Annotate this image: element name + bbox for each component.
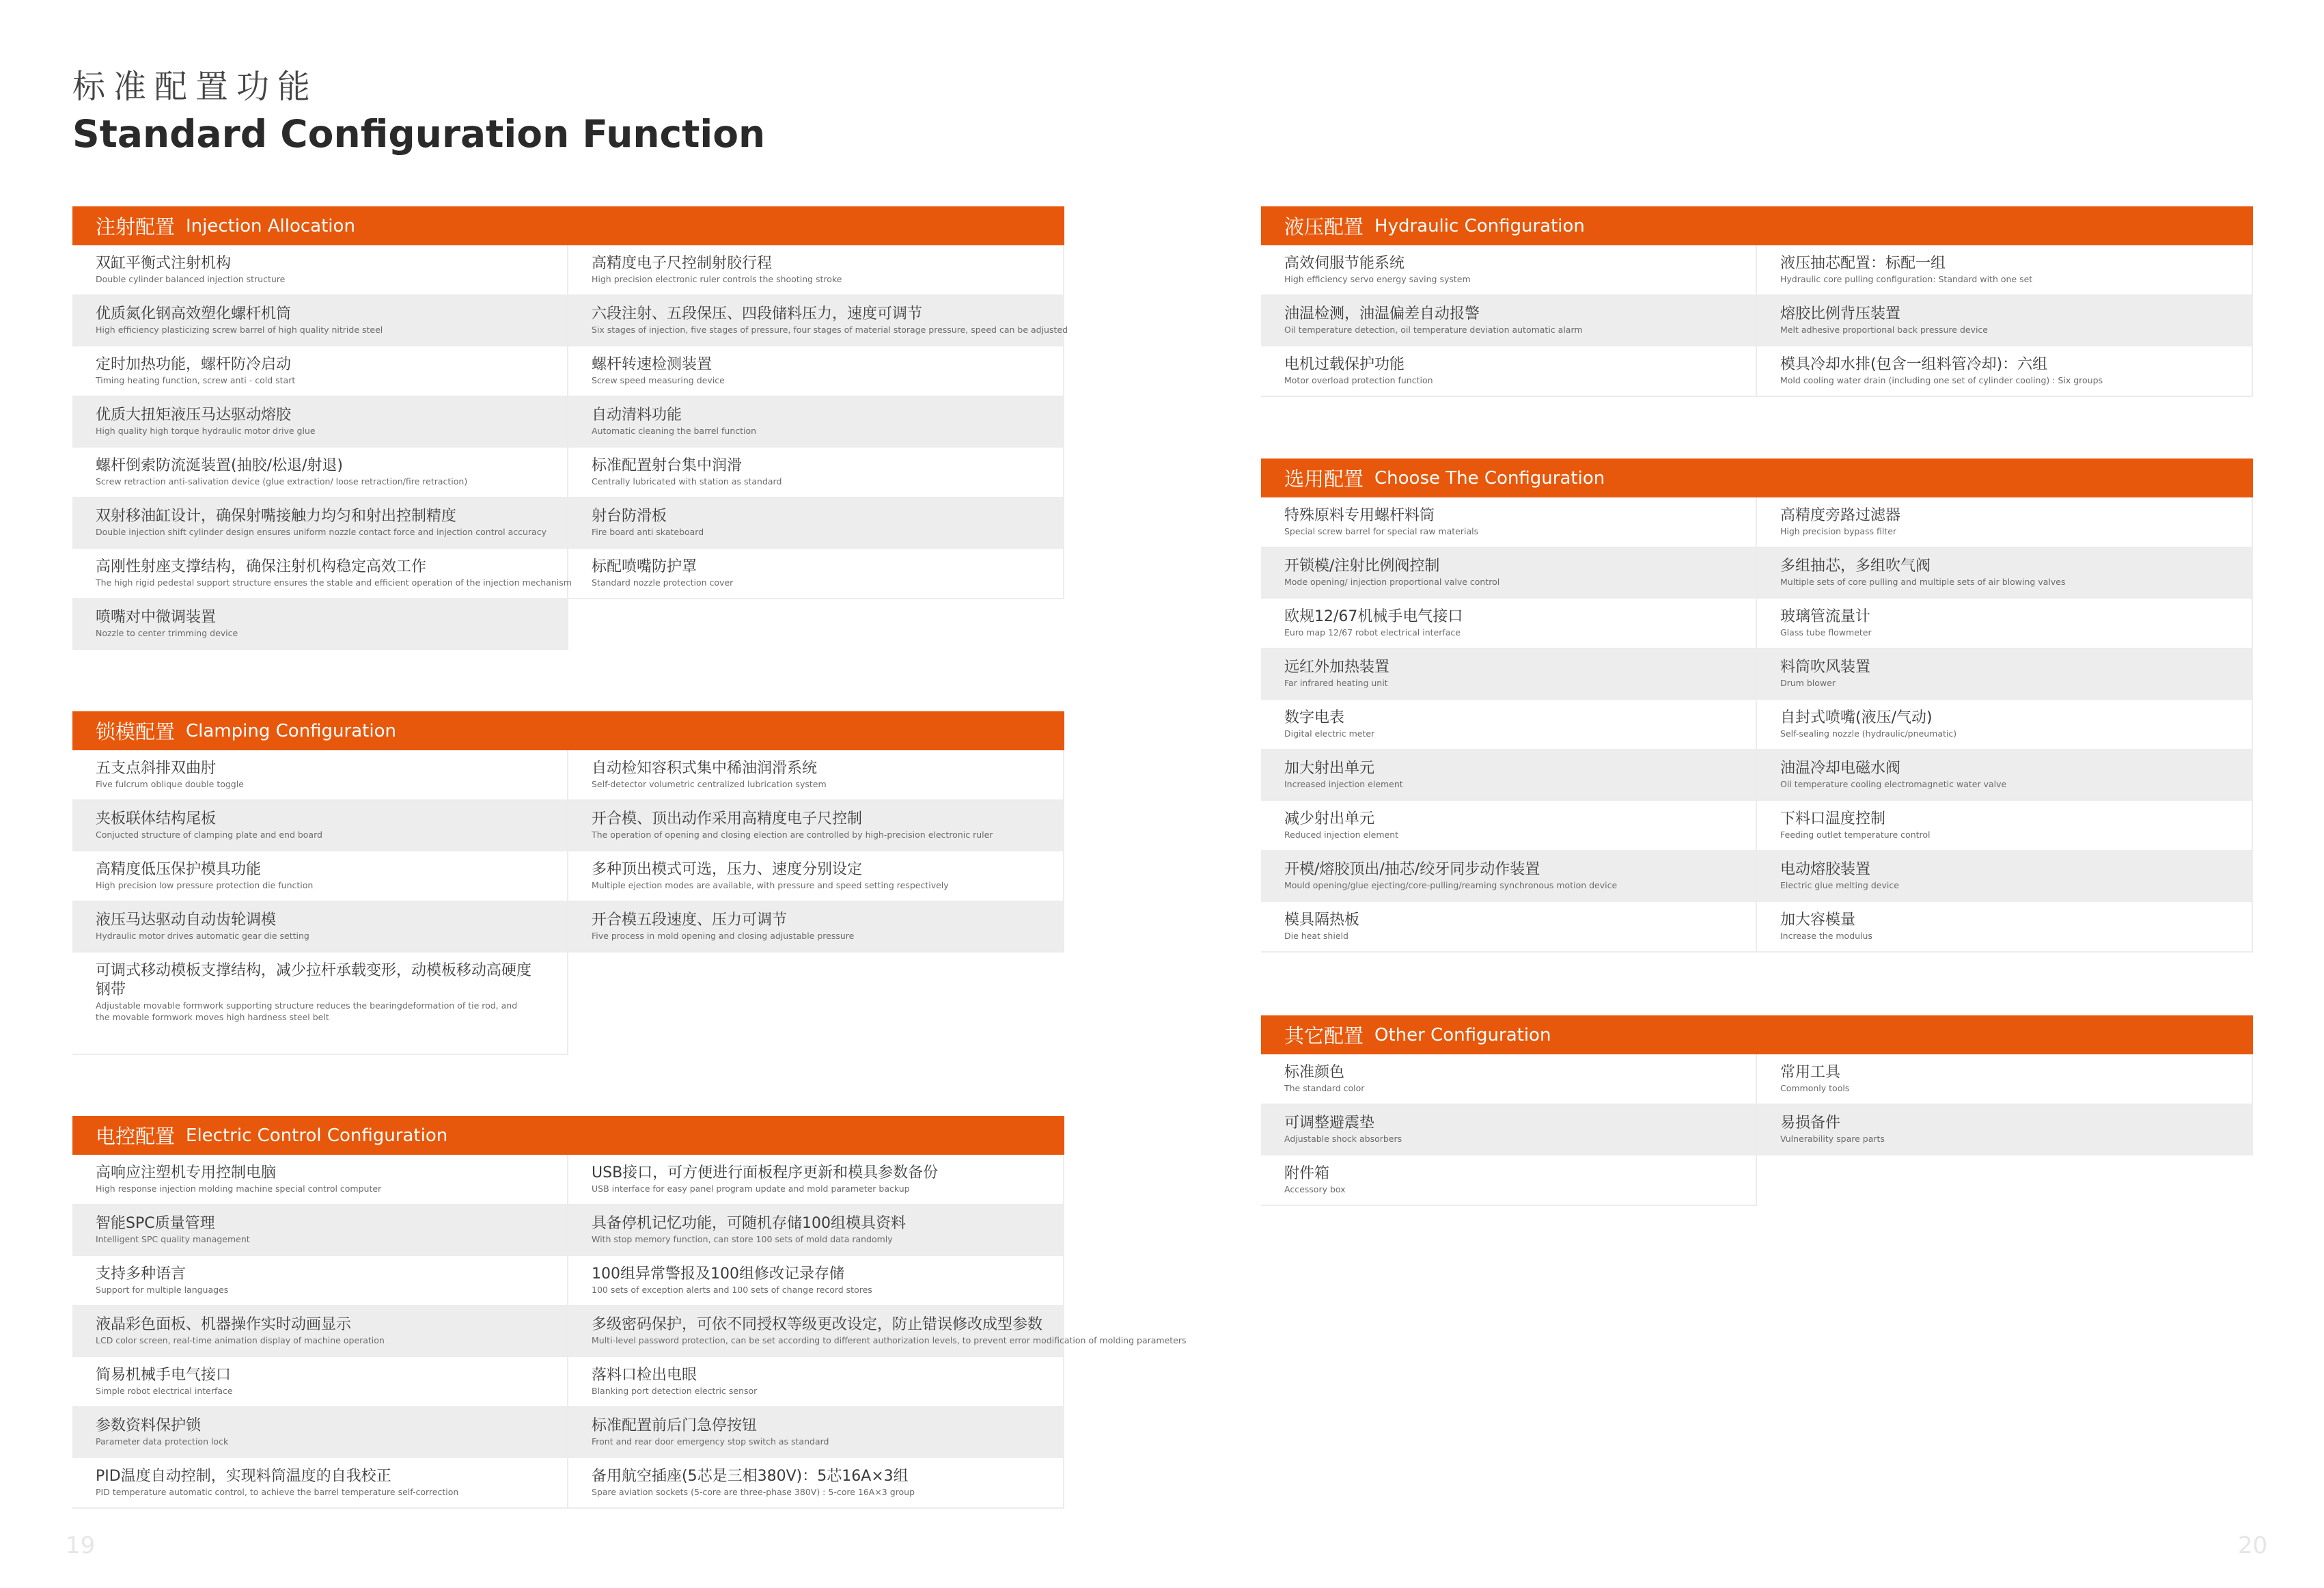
optional-section (1261, 458, 2253, 953)
config-item (568, 397, 1064, 448)
config-item-en: Melt adhesive proportional back pressure device (1780, 325, 1988, 335)
config-item-en: Spare aviation sockets (5-core are three-phase 380V) : 5-core 16A×3 group (592, 1487, 915, 1497)
config-item-en: Hydraulic core pulling configuration: Standard with one set (1780, 274, 2033, 284)
config-item-en: Self-sealing nozzle (hydraulic/pneumatic) (1780, 728, 1957, 739)
config-item (72, 397, 568, 448)
config-item-en: Conjucted structure of clamping plate and end board (96, 830, 322, 840)
config-item-cn: 易损备件 (1780, 1114, 1841, 1132)
config-item (1757, 548, 2253, 599)
config-item-en: Nozzle to center trimming device (96, 628, 238, 638)
config-item (1757, 296, 2253, 346)
config-item-cn: 下料口温度控制 (1780, 810, 1886, 827)
section-header (1261, 206, 2253, 245)
config-item-cn: 高精度电子尺控制射胶行程 (592, 255, 773, 272)
config-item (72, 851, 568, 902)
config-item (568, 1205, 1064, 1256)
config-item-en: Die heat shield (1284, 931, 1348, 941)
config-item-cn: 欧规12/67机械手电气接口 (1284, 608, 1463, 625)
config-item-cn: 加大射出单元 (1284, 760, 1375, 777)
config-item (1261, 346, 1757, 397)
config-item-en: Automatic cleaning the barrel function (592, 426, 757, 436)
section-title-cn: 其它配置 (1284, 1024, 1364, 1048)
config-item-cn: 多组抽芯，多组吹气阀 (1780, 558, 1931, 575)
section-header (1261, 458, 2253, 497)
section-title-en: Other Configuration (1374, 1024, 1551, 1045)
section-title-cn: 电控配置 (96, 1125, 176, 1148)
config-item (568, 902, 1064, 953)
config-item-cn: 螺杆转速检测装置 (592, 356, 713, 373)
config-item (568, 1256, 1064, 1306)
config-item (568, 801, 1064, 851)
config-item-cn: 简易机械手电气接口 (96, 1367, 232, 1384)
config-item-en: Oil temperature cooling electromagnetic water valve (1780, 779, 2007, 789)
config-item (72, 296, 568, 346)
config-item-en: The operation of opening and closing election are controlled by high-precision electronic ruler (592, 830, 993, 840)
config-item (1261, 296, 1757, 346)
config-item-cn: 常用工具 (1780, 1064, 1841, 1081)
config-item (72, 1458, 568, 1509)
config-item-cn: 高精度旁路过滤器 (1780, 507, 1901, 524)
config-item-en: Euro map 12/67 robot electrical interface (1284, 627, 1461, 638)
config-item-en: Intelligent SPC quality management (96, 1234, 250, 1244)
config-item-en: Double injection shift cylinder design ensures uniform nozzle contact force and injection control accuracy (96, 527, 547, 537)
config-item-cn: USB接口，可方便进行面板程序更新和模具参数备份 (592, 1164, 939, 1181)
config-item-cn: 具备停机记忆功能，可随机存储100组模具资料 (592, 1215, 906, 1232)
section-header (1261, 1015, 2253, 1054)
config-item-cn: 定时加热功能，螺杆防冷启动 (96, 356, 292, 373)
config-item-cn: 模具隔热板 (1284, 912, 1360, 929)
config-item-en: Screw speed measuring device (592, 375, 725, 385)
config-item (1757, 649, 2253, 700)
config-item-cn: 多种顶出模式可选，压力、速度分别设定 (592, 861, 863, 878)
config-item-en: Vulnerability spare parts (1780, 1134, 1885, 1144)
config-item-en: 100 sets of exception alerts and 100 sets of change record stores (592, 1285, 872, 1295)
config-item-en: Simple robot electrical interface (96, 1386, 233, 1396)
config-item-en: Drum blower (1780, 678, 1836, 688)
config-item-en: Front and rear door emergency stop switch as standard (592, 1436, 829, 1447)
config-item-cn: 模具冷却水排(包含一组料管冷却)：六组 (1780, 356, 2048, 373)
config-item (72, 1306, 568, 1357)
config-item-en: Electric glue melting device (1780, 880, 1899, 890)
config-item-cn: 优质氮化钢高效塑化螺杆机筒 (96, 305, 292, 323)
section-title-en: Electric Control Configuration (186, 1125, 448, 1146)
section-title-cn: 液压配置 (1284, 215, 1364, 238)
electric-section (72, 1116, 1187, 1509)
config-item (72, 1256, 568, 1306)
config-item-cn: 玻璃管流量计 (1780, 608, 1871, 625)
config-item (568, 346, 1064, 397)
config-item-en: Mould opening/glue ejecting/core-pulling/reaming synchronous motion device (1284, 880, 1618, 890)
config-item-en: Standard nozzle protection cover (592, 577, 734, 588)
config-item-en: Six stages of injection, five stages of pressure, four stages of material storage pressure, speed can be adjusted (592, 325, 1068, 335)
config-item-en: Multiple ejection modes are available, with pressure and speed setting respectively (592, 880, 949, 890)
config-item (72, 750, 568, 801)
config-item-en: Mold cooling water drain (including one set of cylinder cooling) : Six groups (1780, 375, 2103, 385)
config-item-cn: 减少射出单元 (1284, 810, 1375, 827)
config-item (568, 1458, 1064, 1509)
section-title-cn: 选用配置 (1284, 467, 1364, 491)
config-item-cn: 高刚性射座支撑结构，确保注射机构稳定高效工作 (96, 558, 427, 575)
config-item-en: High precision low pressure protection die function (96, 880, 314, 890)
config-item-en: High precision electronic ruler controls the shooting stroke (592, 274, 842, 284)
config-item (1757, 750, 2253, 801)
config-item-cn: 喷嘴对中微调装置 (96, 609, 217, 626)
config-item-cn: 100组异常警报及100组修改记录存储 (592, 1265, 844, 1283)
config-item-cn: 自动清料功能 (592, 407, 682, 424)
config-item (568, 1155, 1064, 1205)
config-item-cn: 备用航空插座(5芯是三相380V)：5芯16A×3组 (592, 1468, 909, 1485)
other-section (1261, 1015, 2253, 1206)
config-item-en: High efficiency servo energy saving system (1284, 274, 1471, 284)
config-item-en: Support for multiple languages (96, 1285, 229, 1295)
config-item-cn: 开模/熔胶顶出/抽芯/绞牙同步动作装置 (1284, 861, 1540, 878)
config-item (568, 1357, 1064, 1408)
config-item-en: Timing heating function, screw anti - cold start (96, 375, 296, 385)
config-item-cn: 高精度低压保护模具功能 (96, 861, 262, 878)
config-item-en: Reduced injection element (1284, 830, 1399, 840)
config-item-en: The standard color (1284, 1083, 1365, 1093)
config-item (1757, 346, 2253, 397)
config-item (568, 851, 1064, 902)
config-item-cn: 夹板联体结构尾板 (96, 810, 217, 827)
config-item-en: Adjustable movable formwork supporting structure reduces the bearingdeformation of tie rod, and the movable formwork moves high hardness steel belt (96, 1000, 518, 1022)
config-item (1757, 700, 2253, 750)
config-item-cn: 液压抽芯配置：标配一组 (1780, 255, 1946, 272)
config-item-cn: 标准配置射台集中润滑 (592, 457, 743, 474)
config-item-cn: 六段注射、五段保压、四段储料压力，速度可调节 (592, 305, 923, 323)
config-list (72, 245, 1068, 650)
section-title-cn: 注射配置 (96, 215, 176, 238)
config-item (72, 1357, 568, 1408)
config-item (568, 296, 1068, 346)
config-item (1757, 902, 2253, 953)
config-item-en: Increase the modulus (1780, 931, 1872, 941)
config-list (1261, 1054, 2253, 1206)
config-item (568, 750, 1064, 801)
config-item-en: Accessory box (1284, 1184, 1346, 1194)
config-item-cn: 熔胶比例背压装置 (1780, 305, 1901, 323)
page-title-en: Standard Configuration Function (72, 112, 766, 156)
config-item (1757, 599, 2253, 649)
page-number-left: 19 (66, 1532, 96, 1559)
config-item-en: High efficiency plasticizing screw barrel of high quality nitride steel (96, 325, 383, 335)
config-item-cn: 参数资料保护锁 (96, 1417, 202, 1434)
config-item-en: The high rigid pedestal support structure ensures the stable and efficient operation of the injection mechanism (96, 577, 572, 588)
config-item-en: With stop memory function, can store 100 sets of mold data randomly (592, 1234, 893, 1244)
config-item-en: Commonly tools (1780, 1083, 1850, 1093)
config-item-en: Parameter data protection lock (96, 1436, 229, 1447)
config-item (1261, 1105, 1757, 1155)
config-item-cn: 智能SPC质量管理 (96, 1215, 215, 1232)
config-item (1261, 902, 1757, 953)
config-item-en: Hydraulic motor drives automatic gear die setting (96, 931, 309, 941)
config-item-en: Five process in mold opening and closing adjustable pressure (592, 931, 855, 941)
config-item-en: Self-detector volumetric centralized lubrication system (592, 779, 827, 789)
config-item-en: Centrally lubricated with station as standard (592, 476, 782, 487)
config-item-cn: 开合模五段速度、压力可调节 (592, 912, 788, 929)
config-item-cn: 优质大扭矩液压马达驱动熔胶 (96, 407, 292, 424)
config-item (1261, 1054, 1757, 1105)
section-title-en: Injection Allocation (186, 215, 355, 236)
config-item-cn: 自动检知容积式集中稀油润滑系统 (592, 760, 818, 777)
config-item-cn: 数字电表 (1284, 709, 1345, 726)
config-item-cn: PID温度自动控制，实现料筒温度的自我校正 (96, 1468, 391, 1485)
config-item (72, 549, 572, 599)
config-item (1757, 1054, 2253, 1105)
hydraulic-section (1261, 206, 2253, 397)
config-item-en: Feeding outlet temperature control (1780, 830, 1931, 840)
config-item (568, 1306, 1187, 1357)
config-item (1757, 801, 2253, 851)
section-title-en: Clamping Configuration (186, 720, 396, 741)
config-item (568, 1408, 1064, 1458)
config-item (1261, 649, 1757, 700)
config-item-en: PID temperature automatic control, to achieve the barrel temperature self-correction (96, 1487, 459, 1497)
config-item-cn: 远红外加热装置 (1284, 659, 1390, 676)
config-item (568, 498, 1064, 549)
config-item-cn: 标准颜色 (1284, 1064, 1345, 1081)
config-item-cn: 可调式移动模板支撑结构，减少拉杆承载变形，动模板移动高硬度钢带 (96, 962, 532, 998)
config-item-en: Blanking port detection electric sensor (592, 1386, 758, 1396)
config-list (72, 1155, 1187, 1509)
config-item (72, 599, 568, 650)
config-item (1261, 1155, 1757, 1206)
injection-section (72, 206, 1068, 650)
config-item-cn: 支持多种语言 (96, 1265, 186, 1283)
config-item (1757, 1105, 2253, 1155)
config-item-cn: 自封式喷嘴(液压/气动) (1780, 709, 1933, 726)
section-header (72, 711, 1064, 750)
config-item (72, 1205, 568, 1256)
config-item (1261, 245, 1757, 296)
config-item-cn: 标准配置前后门急停按钮 (592, 1417, 758, 1434)
config-item-en: USB interface for easy panel program update and mold parameter backup (592, 1183, 910, 1194)
config-item-en: Fire board anti skateboard (592, 527, 704, 537)
config-item-cn: 液压马达驱动自动齿轮调模 (96, 912, 277, 929)
config-item-en: Oil temperature detection, oil temperature deviation automatic alarm (1284, 325, 1583, 335)
config-item-cn: 螺杆倒索防流涎装置(抽胶/松退/射退) (96, 457, 343, 474)
config-item-cn: 电动熔胶装置 (1780, 861, 1871, 878)
config-item-en: Screw retraction anti-salivation device (glue extraction/ loose retraction/fire retraction) (96, 476, 468, 487)
config-item-en: LCD color screen, real-time animation display of machine operation (96, 1335, 385, 1345)
config-item-en: Far infrared heating unit (1284, 678, 1388, 688)
config-item-cn: 特殊原料专用螺杆料筒 (1284, 507, 1435, 524)
config-item (1757, 497, 2253, 548)
config-item-en: Glass tube flowmeter (1780, 627, 1872, 638)
config-list (1261, 497, 2253, 953)
page-title-cn: 标准配置功能 (72, 68, 319, 106)
config-item (568, 245, 1064, 296)
config-item-cn: 落料口检出电眼 (592, 1367, 697, 1384)
config-item-en: Double cylinder balanced injection structure (96, 274, 286, 284)
config-item (72, 902, 568, 953)
config-item-cn: 射台防滑板 (592, 508, 667, 525)
config-list (72, 750, 1064, 1055)
config-item-cn: 多级密码保护，可依不同授权等级更改设定，防止错误修改成型参数 (592, 1316, 1043, 1333)
config-item-cn: 高响应注塑机专用控制电脑 (96, 1164, 277, 1181)
clamping-section (72, 711, 1064, 1055)
section-header (72, 1116, 1064, 1155)
config-list (1261, 245, 2253, 397)
config-item-cn: 附件箱 (1284, 1165, 1330, 1182)
config-item-cn: 液晶彩色面板、机器操作实时动画显示 (96, 1316, 352, 1333)
config-item (1261, 750, 1757, 801)
config-item (1757, 851, 2253, 902)
page-number-right: 20 (2238, 1532, 2268, 1559)
section-title-en: Choose The Configuration (1374, 467, 1605, 489)
config-item (568, 549, 1064, 599)
config-item (1757, 245, 2253, 296)
config-item (1261, 700, 1757, 750)
section-title-cn: 锁模配置 (96, 720, 176, 743)
config-item-en: High quality high torque hydraulic motor drive glue (96, 426, 316, 436)
section-header (72, 206, 1064, 245)
config-item-cn: 加大容模量 (1780, 912, 1856, 929)
config-item (1261, 851, 1757, 902)
config-item (72, 448, 568, 498)
config-item (72, 801, 568, 851)
config-item-en: High response injection molding machine special control computer (96, 1183, 382, 1194)
config-item-cn: 油温冷却电磁水阀 (1780, 760, 1901, 777)
config-item (72, 346, 568, 397)
config-item (72, 245, 568, 296)
config-item-en: Multi-level password protection, can be set according to different authorization levels, to prevent error modification of molding parameters (592, 1335, 1187, 1345)
config-item (568, 448, 1064, 498)
config-item-cn: 可调整避震垫 (1284, 1114, 1375, 1132)
config-item-cn: 双射移油缸设计，确保射嘴接触力均匀和射出控制精度 (96, 508, 457, 525)
config-item-cn: 电机过载保护功能 (1284, 356, 1405, 373)
config-item-cn: 开锁模/注射比例阀控制 (1284, 558, 1440, 575)
config-item-en: Adjustable shock absorbers (1284, 1134, 1402, 1144)
config-item-en: Special screw barrel for special raw materials (1284, 526, 1479, 536)
config-item (1261, 801, 1757, 851)
config-item (72, 1155, 568, 1205)
config-item (1261, 548, 1757, 599)
config-item-cn: 油温检测，油温偏差自动报警 (1284, 305, 1480, 323)
config-item-en: Motor overload protection function (1284, 375, 1433, 385)
config-item-en: Multiple sets of core pulling and multiple sets of air blowing valves (1780, 577, 2066, 587)
config-item-en: Mode opening/ injection proportional valve control (1284, 577, 1500, 587)
config-item-cn: 开合模、顶出动作采用高精度电子尺控制 (592, 810, 863, 827)
config-item (72, 498, 568, 549)
config-item (72, 1408, 568, 1458)
config-item-cn: 标配喷嘴防护罩 (592, 558, 697, 575)
config-item-cn: 双缸平衡式注射机构 (96, 255, 232, 272)
config-item (72, 953, 568, 1055)
section-title-en: Hydraulic Configuration (1374, 215, 1585, 236)
config-item-en: High precision bypass filter (1780, 526, 1897, 536)
config-item (1261, 497, 1757, 548)
config-item-en: Five fulcrum oblique double toggle (96, 779, 244, 789)
config-item (1261, 599, 1757, 649)
config-item-cn: 五支点斜排双曲肘 (96, 760, 217, 777)
config-item-en: Increased injection element (1284, 779, 1403, 789)
config-item-en: Digital electric meter (1284, 728, 1375, 739)
config-item-cn: 料筒吹风装置 (1780, 659, 1871, 676)
config-item-cn: 高效伺服节能系统 (1284, 255, 1405, 272)
